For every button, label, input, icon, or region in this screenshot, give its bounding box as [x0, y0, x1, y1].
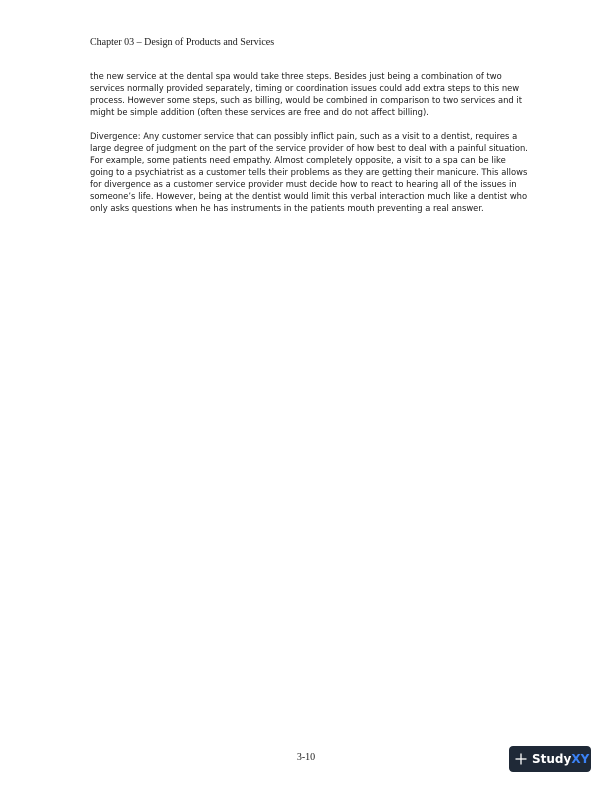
plus-icon	[515, 753, 527, 765]
body-text	[90, 70, 530, 226]
logo-text-accent: XY	[571, 752, 590, 766]
logo-text-main: Study	[532, 752, 572, 766]
page-number: 3-10	[296, 752, 316, 763]
running-header: Chapter 03 – Design of Products and Services	[90, 37, 275, 48]
logo-wordmark	[532, 752, 589, 766]
paragraph-divergence: Divergence: Any customer service that can possibly inflict pain, such as a visit to a dentist, requires a large degree of judgment on the part of the service provider of how best to deal with a painful situation. For example, some patients need empathy. Almost completely opposite, a visit to a spa can be like going to a psychiatrist as a customer tells their problems as they are getting their manicure. This allows for divergence as a customer service provider must decide how to react to hearing all of the issues in someone’s life. However, being at the dentist would limit this verbal interaction much like a dentist who only asks questions when he has instruments in the patients mouth preventing a real answer.	[90, 131, 528, 213]
paragraph-continuation: the new service at the dental spa would take three steps. Besides just being a combination of two services normally provided separately, timing or coordination issues could add extra steps to this new process. However some steps, such as billing, would be combined in comparison to two services and it might be simple addition (often these services are free and do not affect billing).	[90, 71, 522, 117]
studyxy-logo	[509, 746, 591, 772]
